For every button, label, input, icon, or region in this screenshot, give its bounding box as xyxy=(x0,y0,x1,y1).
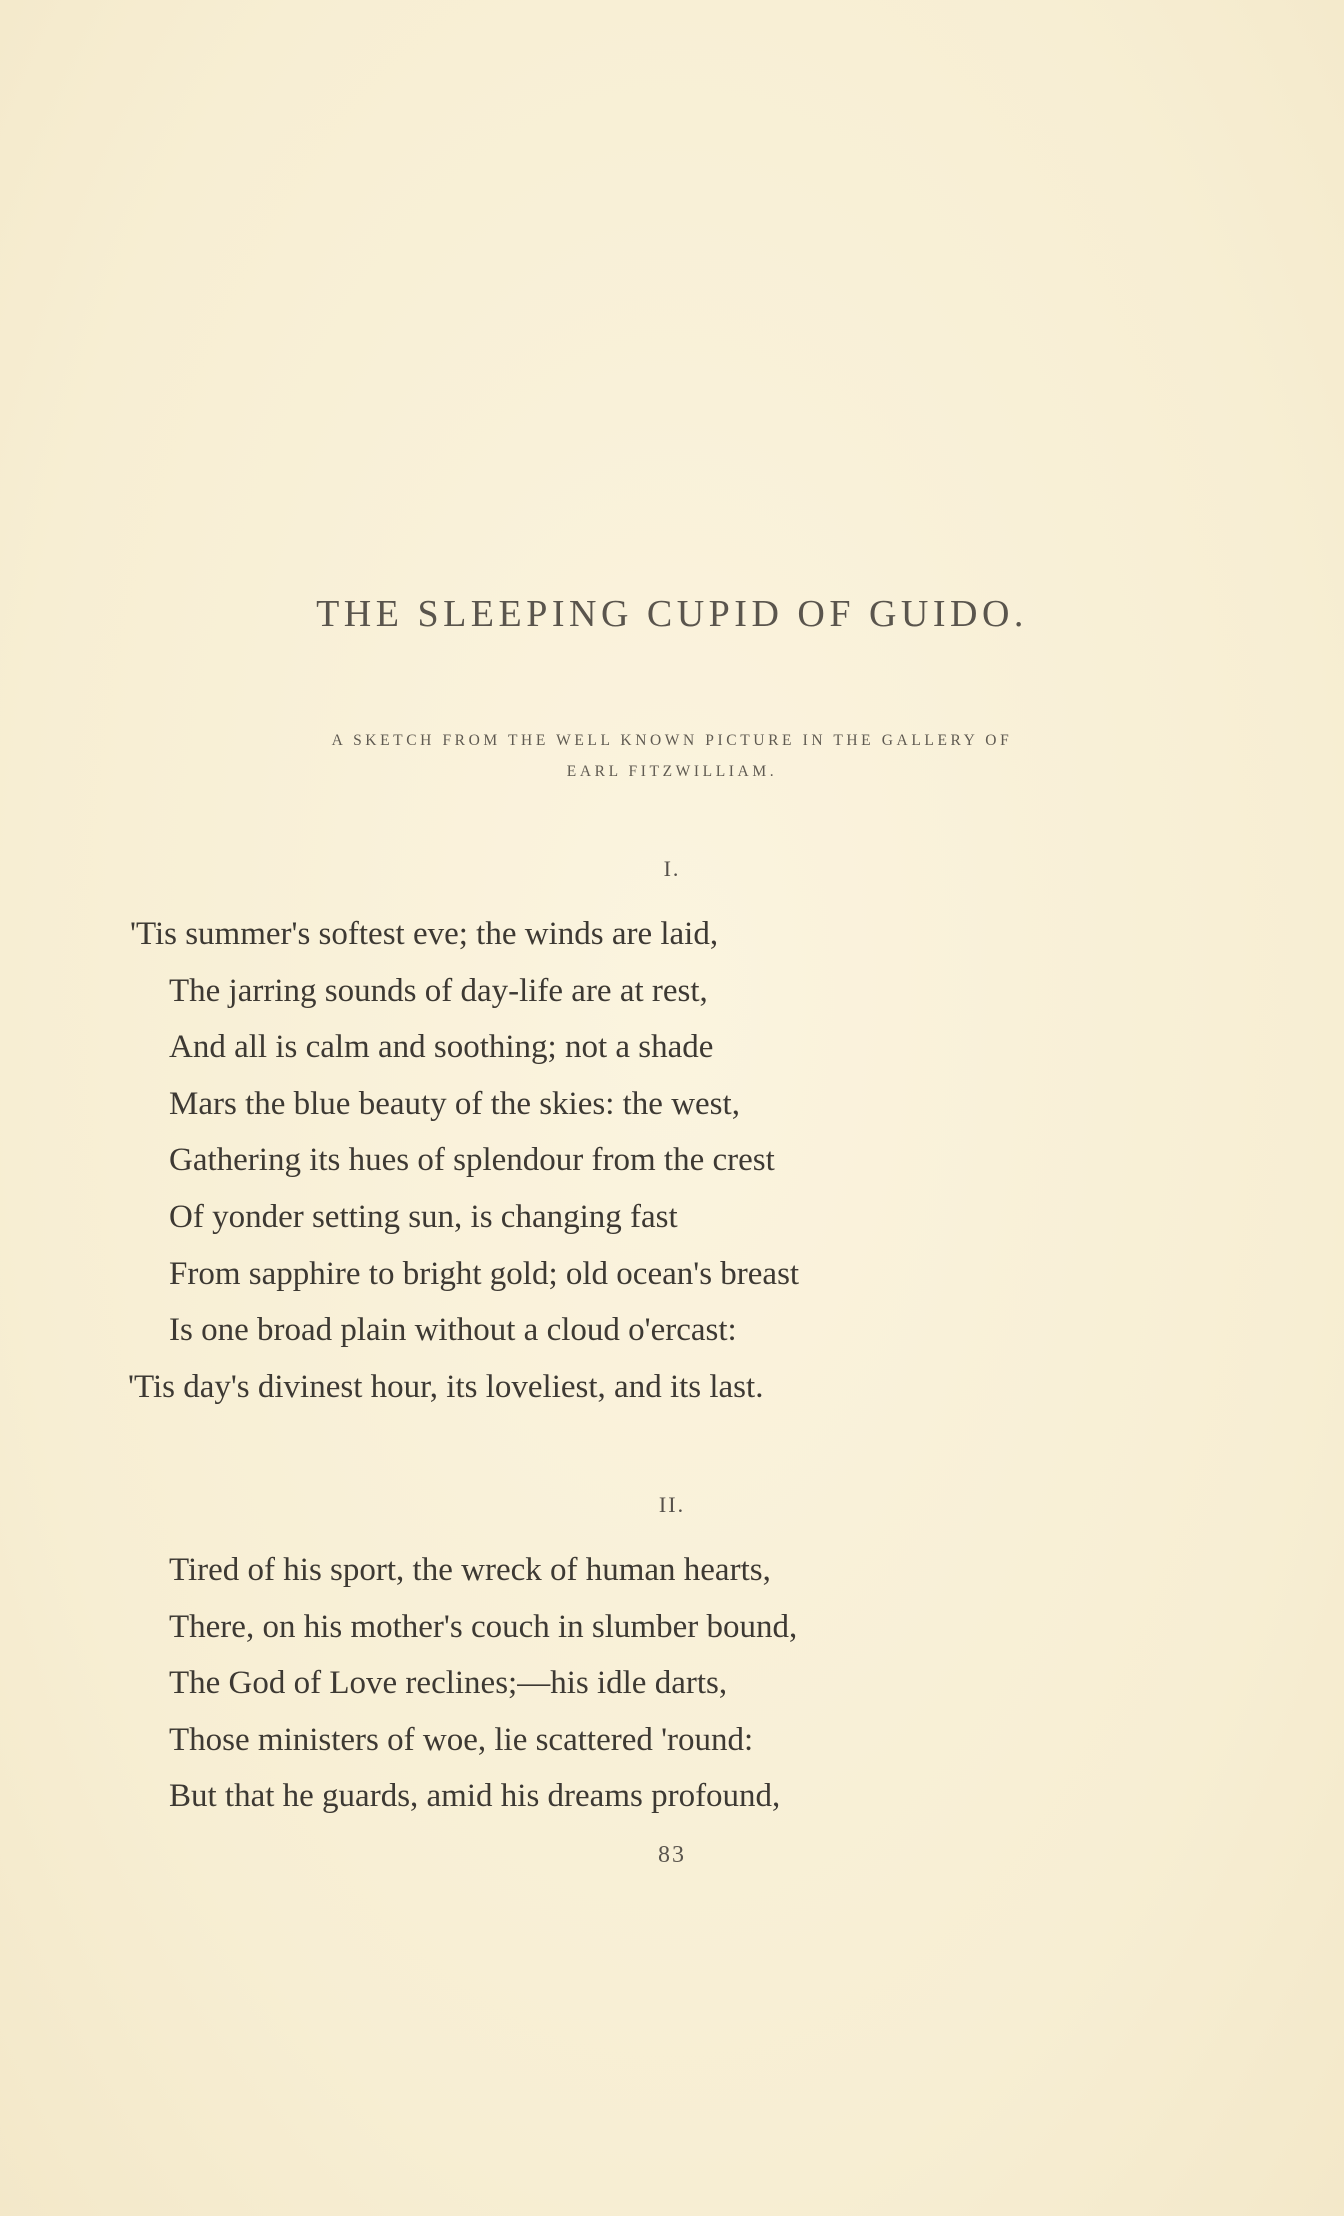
subtitle-line: EARL FITZWILLIAM. xyxy=(566,763,778,780)
verse-line: 'Tis summer's softest eve; the winds are laid, xyxy=(130,916,719,952)
verse-line: And all is calm and soothing; not a shade xyxy=(169,1029,714,1065)
verse-line: Of yonder setting sun, is changing fast xyxy=(169,1199,678,1235)
poem-subtitle xyxy=(150,725,1194,787)
verse-line: Those ministers of woe, lie scattered 'round: xyxy=(169,1722,754,1758)
verse-line: Tired of his sport, the wreck of human hearts, xyxy=(169,1552,771,1588)
verse-line: Gathering its hues of splendour from the crest xyxy=(169,1142,775,1178)
verse-line: The God of Love reclines;—his idle darts, xyxy=(169,1665,728,1701)
stanza-number: II. xyxy=(658,1492,686,1517)
stanza-number: I. xyxy=(663,856,681,881)
verse-line: Mars the blue beauty of the skies: the west, xyxy=(169,1086,740,1122)
poem-title: THE SLEEPING CUPID OF GUIDO. xyxy=(316,593,1028,635)
verse-line: The jarring sounds of day-life are at rest, xyxy=(169,973,708,1009)
subtitle-line: A SKETCH FROM THE WELL KNOWN PICTURE IN THE GALLERY OF xyxy=(331,732,1013,749)
page-number: 83 xyxy=(658,1842,686,1868)
verse-line: From sapphire to bright gold; old ocean's breast xyxy=(169,1256,800,1292)
verse-line: There, on his mother's couch in slumber bound, xyxy=(169,1609,798,1645)
verse-line: But that he guards, amid his dreams profound, xyxy=(169,1778,781,1814)
verse-line: Is one broad plain without a cloud o'ercast: xyxy=(169,1312,737,1348)
verse-line: 'Tis day's divinest hour, its loveliest, and its last. xyxy=(128,1369,764,1405)
